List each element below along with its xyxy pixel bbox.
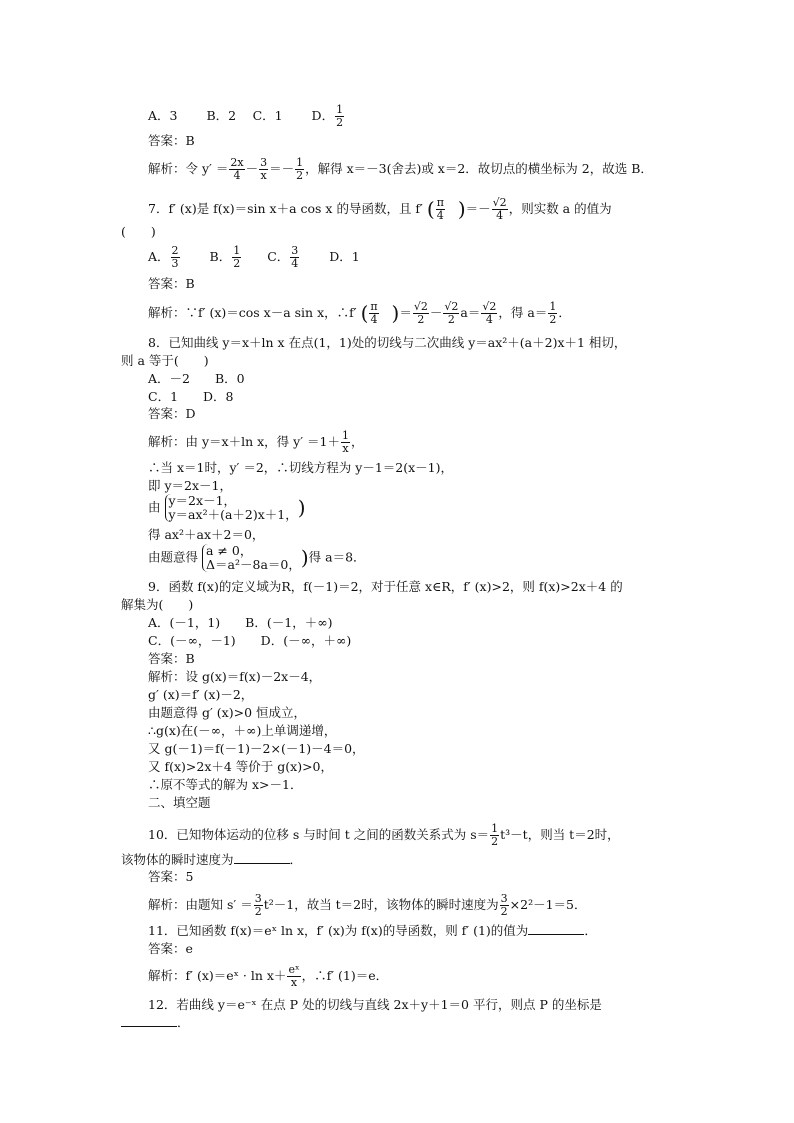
answer-blank	[121, 1015, 177, 1027]
q8-stem: 8．已知曲线 y＝x＋ln x 在点(1，1)处的切线与二次曲线 y＝ax²＋(a＋2)x＋1 相切，	[148, 335, 627, 350]
q11-answer: 答案：e	[148, 941, 193, 956]
q9-solution-2: g′ (x)＝f′ (x)－2，	[148, 687, 254, 702]
q10-solution: 解析：由题知 s′ ＝ $\frac{3}{2}$ t²－1，故当 t＝2时，该物体的瞬时速度为 $\frac{3}{2}$ ×2²－1＝5．	[148, 892, 587, 918]
q11-solution: 解析：f′ (x)＝eˣ · ln x＋ $\frac{\text{eˣ}}{x}$ ，∴f′ (1)＝e．	[148, 963, 389, 989]
q7-paren: ( )	[121, 224, 156, 239]
q8-solution-4: 得 ax²＋ax＋2＝0，	[148, 527, 265, 542]
q6-answer: 答案：B	[148, 133, 195, 148]
q9-solution-4: ∴g(x)在(－∞，＋∞)上单调递增，	[148, 723, 337, 738]
q9-options-ab: A．(－1，1) B．(－1，＋∞)	[148, 615, 333, 630]
q9-solution-3: 由题意得 g′ (x)>0 恒成立，	[148, 705, 306, 720]
q11-stem: 11．已知函数 f(x)＝eˣ ln x，f′ (x)为 f(x)的导函数，则 f′ (1)的值为 ．	[148, 923, 597, 938]
q12-stem: 12．若曲线 y＝e⁻ˣ 在点 P 处的切线与直线 2x＋y＋1＝0 平行，则点 P 的坐标是	[148, 997, 602, 1012]
q9-solution-7: ∴原不等式的解为 x>－1．	[148, 777, 303, 792]
equation-system: y＝2x－1， y＝ax²＋(a＋2)x＋1，	[165, 494, 298, 522]
q8-options-cd: C．1 D．8	[148, 389, 234, 404]
q9-solution-1: 解析：设 g(x)＝f(x)－2x－4，	[148, 669, 322, 684]
q7-answer: 答案：B	[148, 276, 195, 291]
answer-blank	[528, 923, 584, 935]
q10-stem: 10．已知物体运动的位移 s 与时间 t 之间的函数关系式为 s＝ $\frac{1}{2}$ t³－t，则当 t＝2时，	[148, 822, 620, 848]
q8-solution-3: 即 y＝2x－1，	[148, 478, 232, 493]
q6-solution: 解析：令 y′ ＝ $\frac{2x}{4}$ － $\frac{3}{x}$ ＝－ $\frac{1}{2}$ ，解得 x＝－3(舍去)或 x＝2．故切点的横坐标为 2，故选 B．	[148, 156, 653, 182]
q12-stem-cont: ．	[121, 1015, 190, 1031]
q8-solution-1: 解析：由 y＝x＋ln x，得 y′ ＝1＋ $\frac{1}{x}$ ，	[148, 429, 364, 455]
q6-options-text: A．3 B．2 C．1 D．	[148, 108, 335, 123]
q9-solution-5: 又 g(－1)＝f(－1)－2×(－1)－4＝0，	[148, 741, 365, 756]
fraction: $\frac{1}{2}$	[336, 103, 344, 129]
q9-solution-6: 又 f(x)>2x＋4 等价于 g(x)>0，	[148, 759, 334, 774]
q9-answer: 答案：B	[148, 651, 195, 666]
q6-options	[148, 104, 345, 129]
q10-answer: 答案：5	[148, 869, 194, 884]
equation-system: a ≠ 0， Δ＝a²－8a＝0，	[202, 544, 301, 572]
q8-system-1: 由 y＝2x－1， y＝ax²＋(a＋2)x＋1， )	[148, 493, 306, 522]
q10-stem-cont: 该物体的瞬时速度为 ．	[121, 852, 303, 867]
q9-options-cd: C．(－∞，－1) D．(－∞，＋∞)	[148, 633, 352, 648]
section-heading-fill-blank: 二、填空题	[148, 795, 211, 810]
q8-options-ab: A．－2 B．0	[148, 371, 245, 386]
q9-stem: 9．函数 f(x)的定义域为R，f(－1)＝2，对于任意 x∈R，f′ (x)>2，则 f(x)>2x＋4 的	[148, 579, 623, 594]
q7-stem: 7．f′ (x)是 f(x)＝sin x＋a cos x 的导函数，且 f′ ( $\frac{\pi}{4}$ )＝－ $\frac{√2}{4}$ ，则实数 a 的值为	[148, 196, 612, 222]
q7-solution: 解析：∵f′ (x)＝cos x－a sin x，∴f′ ( $\frac{\pi}{4}$ )＝ $\frac{√2}{2}$ － $\frac{√2}{2}$ a＝ $\frac{√2}{4}$ ，得 a＝ $\frac{1}{2}$ ．	[148, 300, 571, 326]
answer-blank	[234, 852, 290, 864]
q8-solution-2: ∴当 x＝1时，y′ ＝2，∴切线方程为 y－1＝2(x－1)，	[148, 460, 453, 475]
q7-options: A． $\frac{2}{3}$ B． $\frac{1}{2}$ C． $\frac{3}{4}$ D．1	[148, 244, 360, 270]
q8-system-2: 由题意得 a ≠ 0， Δ＝a²－8a＝0， )得 a＝8．	[148, 543, 366, 572]
q9-stem-cont: 解集为( )	[121, 597, 194, 612]
q8-answer: 答案：D	[148, 406, 196, 421]
q8-stem-cont: 则 a 等于( )	[121, 353, 209, 368]
